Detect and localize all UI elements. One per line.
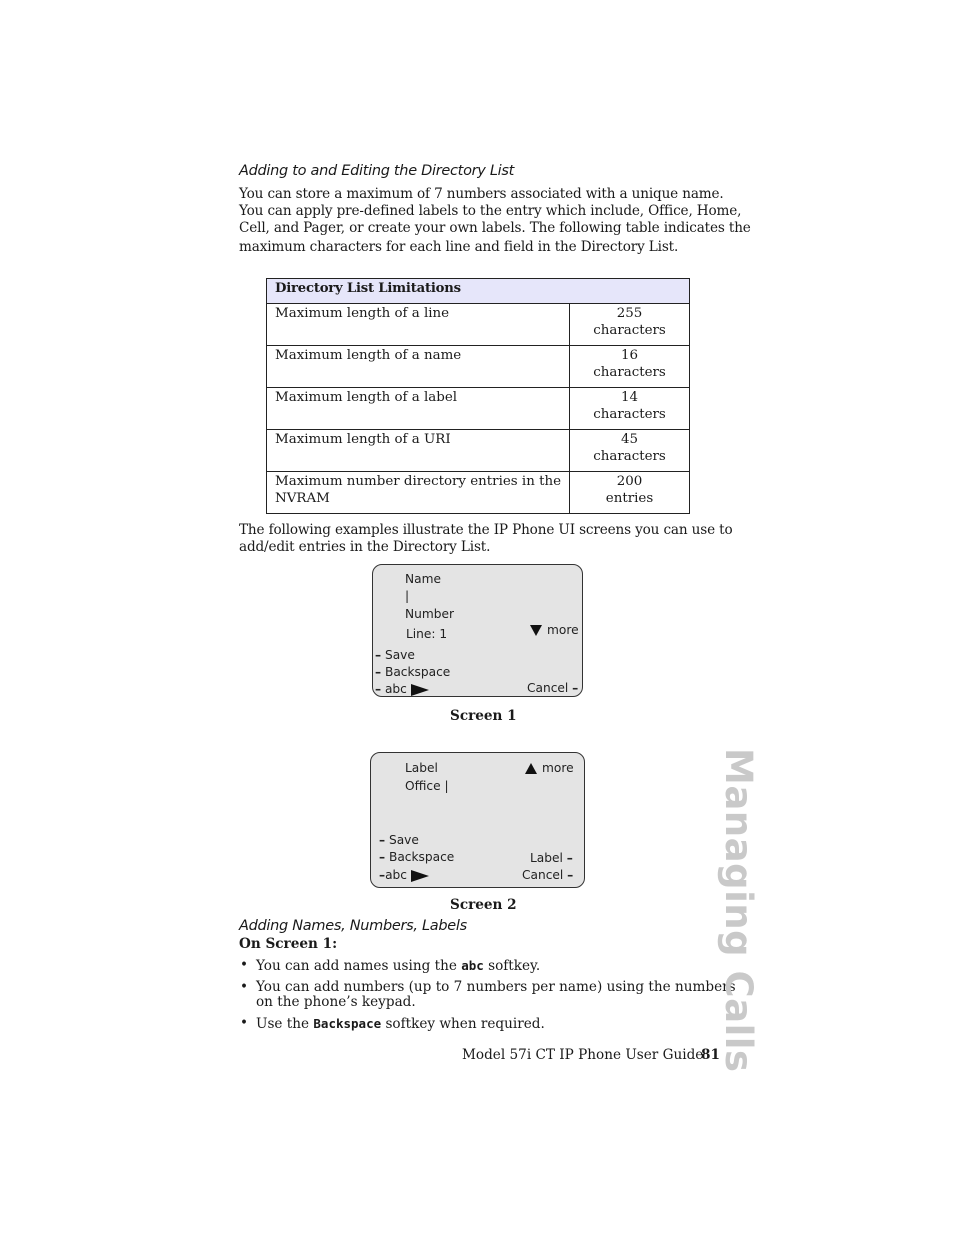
table-cell-value: 200 entries	[570, 472, 690, 514]
name-label: Name	[405, 572, 441, 586]
section-heading: Adding to and Editing the Directory List	[239, 163, 515, 179]
intro-paragraph	[239, 186, 751, 256]
text-cursor: |	[405, 589, 410, 603]
sub-heading: Adding Names, Numbers, Labels	[239, 918, 467, 934]
intro-line: You can apply pre-defined labels to the entry which include, Office, Home,	[239, 203, 742, 219]
table-header: Directory List Limitations	[267, 279, 690, 304]
softkey-dash-icon: –	[566, 851, 573, 865]
softkey-dash-icon: –	[379, 833, 386, 847]
table-cell-value: 255 characters	[570, 304, 690, 346]
arrow-right-icon	[411, 684, 429, 696]
softkey-dash-icon: –	[375, 665, 382, 679]
screen-1-caption: Screen 1	[450, 708, 517, 724]
backspace-key-name: Backspace	[313, 1016, 382, 1031]
softkey-dash-icon: –	[375, 648, 382, 662]
table-cell-field: Maximum number directory entries in the NVRAM	[267, 472, 570, 514]
backspace-softkey[interactable]: – Backspace	[375, 665, 451, 679]
examples-paragraph	[239, 522, 733, 556]
line-label: Line: 1	[406, 627, 448, 641]
abc-softkey[interactable]: –abc	[379, 868, 429, 882]
instructions-list	[239, 958, 736, 1038]
list-item: • You can add names using the abc softkey.	[239, 958, 719, 974]
softkey-dash-icon: –	[379, 850, 386, 864]
softkey-dash-icon: –	[572, 681, 579, 695]
footer-guide-title: Model 57i CT IP Phone User Guide	[462, 1047, 704, 1063]
chapter-side-tab	[717, 748, 767, 1073]
intro-line: You can store a maximum of 7 numbers associated with a unique name.	[239, 186, 724, 202]
examples-line: add/edit entries in the Directory List.	[239, 539, 491, 555]
table-row	[267, 388, 690, 430]
table-cell-field: Maximum length of a label	[267, 388, 570, 430]
abc-softkey[interactable]: – abc	[375, 682, 429, 696]
softkey-dash-icon: –	[567, 868, 574, 882]
table-row	[267, 346, 690, 388]
table-row	[267, 304, 690, 346]
softkey-dash-icon: –	[379, 868, 386, 882]
softkey-dash-icon: –	[375, 682, 382, 696]
examples-line: The following examples illustrate the IP Phone UI screens you can use to	[239, 522, 733, 538]
number-label: Number	[405, 607, 454, 621]
table-cell-value: 45 characters	[570, 430, 690, 472]
table-row	[267, 430, 690, 472]
screen-2-caption: Screen 2	[450, 897, 517, 913]
arrow-up-icon	[525, 763, 537, 774]
table-cell-field: Maximum length of a URI	[267, 430, 570, 472]
directory-limitations-table	[266, 278, 690, 514]
table-cell-field: Maximum length of a line	[267, 304, 570, 346]
table-cell-value: 16 characters	[570, 346, 690, 388]
more-softkey[interactable]: more	[525, 761, 574, 775]
label-field-label: Label	[405, 761, 438, 775]
table-row	[267, 472, 690, 514]
table-cell-field: Maximum length of a name	[267, 346, 570, 388]
cancel-softkey[interactable]: Cancel –	[527, 681, 579, 695]
save-softkey[interactable]: – Save	[379, 833, 419, 847]
label-field-value: Office |	[405, 779, 449, 793]
intro-line: Cell, and Pager, or create your own labels. The following table indicates the	[239, 220, 751, 236]
phone-screen-2	[370, 752, 585, 888]
intro-line: maximum characters for each line and field in the Directory List.	[239, 239, 679, 255]
backspace-softkey[interactable]: – Backspace	[379, 850, 455, 864]
list-item: • Use the Backspace softkey when required.	[239, 1016, 719, 1032]
table-cell-value: 14 characters	[570, 388, 690, 430]
abc-key-name: abc	[461, 958, 484, 973]
table-header-row	[267, 279, 690, 304]
save-softkey[interactable]: – Save	[375, 648, 415, 662]
page-number: 81	[701, 1047, 720, 1063]
list-item: • You can add numbers (up to 7 numbers per name) using the numbers on the phone’s keypad.	[239, 980, 719, 1010]
arrow-down-icon	[530, 625, 542, 636]
label-softkey[interactable]: Label –	[530, 851, 573, 865]
phone-screen-1	[372, 564, 583, 697]
more-softkey[interactable]: more	[530, 623, 579, 637]
chapter-title: Managing Calls	[717, 748, 760, 1073]
cancel-softkey[interactable]: Cancel –	[522, 868, 574, 882]
on-screen-heading: On Screen 1:	[239, 936, 338, 952]
arrow-right-icon	[411, 870, 429, 882]
